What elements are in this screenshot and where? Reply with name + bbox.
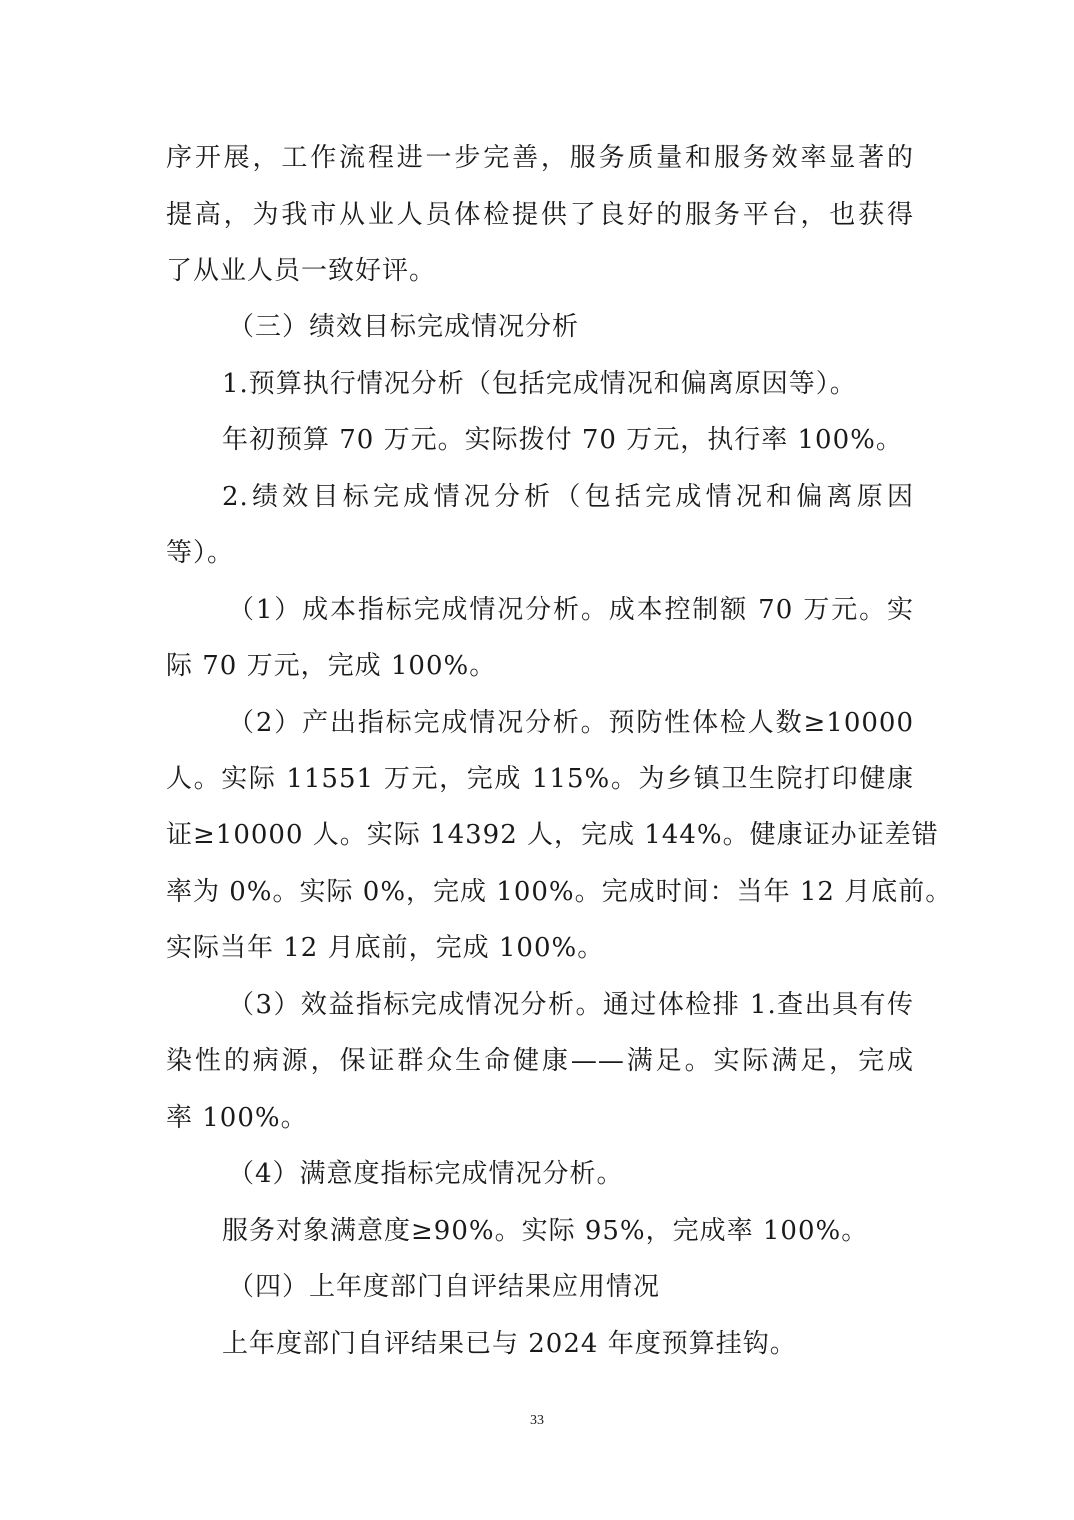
section-heading-three: （三）绩效目标完成情况分析 bbox=[228, 312, 580, 342]
section-heading-four: （四）上年度部门自评结果应用情况 bbox=[228, 1272, 661, 1302]
subsection-heading-1: 1.预算执行情况分析（包括完成情况和偏离原因等）。 bbox=[222, 369, 857, 399]
page-number: 33 bbox=[530, 1413, 544, 1428]
paragraph-line: 上年度部门自评结果已与 2024 年度预算挂钩。 bbox=[222, 1329, 797, 1359]
paragraph-line: 等）。 bbox=[166, 538, 235, 568]
paragraph-line: 实际当年 12 月底前，完成 100%。 bbox=[166, 933, 605, 963]
paragraph-line: 服务对象满意度≥90%。实际 95%，完成率 100%。 bbox=[222, 1216, 869, 1246]
paragraph-line: 序开展，工作流程进一步完善，服务质量和服务效率显著的 bbox=[166, 143, 914, 173]
paragraph-line: （2）产出指标完成情况分析。预防性体检人数≥10000 bbox=[228, 708, 914, 738]
paragraph-line: 年初预算 70 万元。实际拨付 70 万元，执行率 100%。 bbox=[222, 425, 903, 455]
paragraph-line: 际 70 万元，完成 100%。 bbox=[166, 651, 497, 681]
paragraph-line: 了从业人员一致好评。 bbox=[166, 256, 437, 286]
paragraph-line: （3）效益指标完成情况分析。通过体检排 1.查出具有传 bbox=[228, 990, 914, 1020]
paragraph-line: 率 100%。 bbox=[166, 1103, 308, 1133]
paragraph-line: （1）成本指标完成情况分析。成本控制额 70 万元。实 bbox=[228, 595, 914, 625]
paragraph-line: 提高，为我市从业人员体检提供了良好的服务平台，也获得 bbox=[166, 200, 914, 230]
subsection-heading-2: 2.绩效目标完成情况分析（包括完成情况和偏离原因 bbox=[222, 482, 914, 512]
paragraph-line: 率为 0%。实际 0%，完成 100%。完成时间：当年 12 月底前。 bbox=[166, 877, 953, 907]
paragraph-line: 染性的病源，保证群众生命健康——满足。实际满足，完成 bbox=[166, 1046, 914, 1076]
paragraph-line: 证≥10000 人。实际 14392 人，完成 144%。健康证办证差错 bbox=[166, 820, 939, 850]
paragraph-line: （4）满意度指标完成情况分析。 bbox=[228, 1159, 624, 1189]
paragraph-line: 人。实际 11551 万元，完成 115%。为乡镇卫生院打印健康 bbox=[166, 764, 914, 794]
